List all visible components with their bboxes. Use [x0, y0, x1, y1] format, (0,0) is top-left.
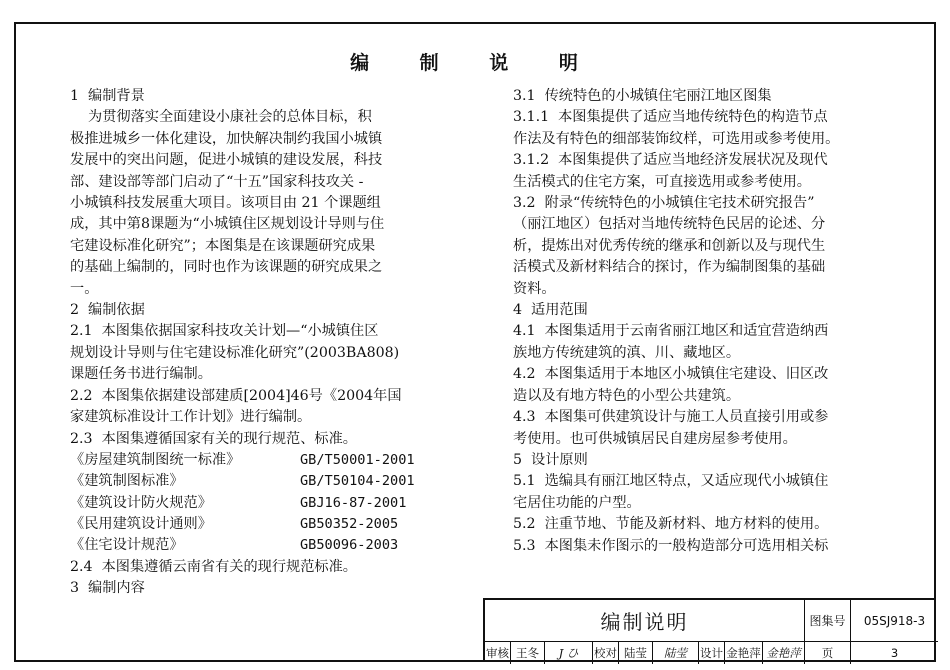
text-line: 发展中的突出问题，促进小城镇的建设发展，科技 — [70, 152, 383, 169]
text-line: 部、建设部等部门启动了“十五”国家科技攻关 - — [70, 173, 364, 190]
standard-name: 《民用建筑设计通则》 — [70, 516, 212, 533]
text-line: 4.1 本图集适用于云南省丽江地区和适宜营造纳西 — [513, 323, 829, 340]
text-line: 为贯彻落实全面建设小康社会的总体目标，积 — [70, 109, 372, 126]
atlas-label: 图集号 — [805, 600, 851, 642]
designer-signature: 金艳萍 — [763, 642, 805, 664]
page-label: 页 — [805, 642, 851, 664]
text-line: 生活模式的住宅方案，可直接选用或参考使用。 — [513, 173, 811, 190]
text-line: 课题任务书进行编制。 — [70, 366, 212, 383]
text-line: 3.1.2 本图集提供了适应当地经济发展状况及现代 — [513, 152, 828, 169]
text-line: 作法及有特色的细部装饰纹样，可选用或参考使用。 — [513, 130, 840, 147]
standard-name: 《建筑设计防火规范》 — [70, 494, 212, 511]
text-line: 2.2 本图集依据建设部建质[2004]46号《2004年国 — [70, 387, 402, 404]
text-line: 析，提炼出对优秀传统的继承和创新以及与现代生 — [513, 237, 826, 254]
review-label: 审核 — [485, 642, 511, 664]
standard-row — [70, 450, 448, 471]
standard-name: 《住宅设计规范》 — [70, 537, 184, 554]
text-line: 2.3 本图集遵循国家有关的现行规范、标准。 — [70, 430, 357, 447]
drawing-name: 编制说明 — [485, 600, 805, 642]
text-line: 宅居住功能的户型。 — [513, 494, 641, 511]
text-line: 2 编制依据 — [70, 302, 145, 319]
reviewer-signature: J ひ — [545, 642, 593, 664]
atlas-number: 05SJ918-3 — [851, 600, 938, 642]
text-line: 成，其中第8课题为“小城镇住区规划设计导则与住 — [70, 216, 385, 233]
right-column — [513, 86, 893, 557]
standard-code: GBJ16-87-2001 — [300, 494, 407, 511]
text-line: 族地方传统建筑的滇、川、藏地区。 — [513, 344, 741, 361]
standard-row — [70, 514, 448, 535]
standard-name: 《建筑制图标准》 — [70, 473, 184, 490]
text-line: 3.1 传统特色的小城镇住宅丽江地区图集 — [513, 88, 772, 104]
text-line: 4.2 本图集适用于本地区小城镇住宅建设、旧区改 — [513, 366, 829, 383]
text-line: 造以及有地方特色的小型公共建筑。 — [513, 387, 741, 404]
text-line: 5 设计原则 — [513, 451, 588, 468]
check-label: 校对 — [593, 642, 619, 664]
text-line: 宅建设标准化研究”；本图集是在该课题研究成果 — [70, 237, 376, 254]
left-column — [70, 86, 448, 600]
design-label: 设计 — [699, 642, 725, 664]
text-line: 5.3 本图集未作图示的一般构造部分可选用相关标 — [513, 537, 829, 554]
designer-name: 金艳萍 — [725, 642, 763, 664]
text-line: 资料。 — [513, 280, 556, 297]
standard-code: GB50352-2005 — [300, 516, 399, 533]
text-line: 1 编制背景 — [70, 88, 145, 104]
standard-code: GB/T50001-2001 — [300, 451, 415, 468]
standard-row — [70, 471, 448, 492]
text-line: 一。 — [70, 280, 99, 297]
standard-code: GB/T50104-2001 — [300, 473, 415, 490]
text-line: 3.1.1 本图集提供了适应当地传统特色的构造节点 — [513, 109, 828, 126]
text-line: 规划设计导则与住宅建设标准化研究”(2003BA808) — [70, 344, 400, 361]
text-line: 活模式及新材料结合的探讨，作为编制图集的基础 — [513, 259, 826, 276]
text-line: 家建筑标准设计工作计划》进行编制。 — [70, 409, 312, 426]
page-title: 编 制 说 明 — [350, 52, 600, 74]
title-block — [483, 598, 936, 662]
standard-name: 《房屋建筑制图统一标准》 — [70, 451, 241, 468]
text-line: 4 适用范围 — [513, 302, 588, 319]
text-line: （丽江地区）包括对当地传统特色民居的论述、分 — [513, 216, 826, 233]
text-line: 3 编制内容 — [70, 580, 145, 597]
text-line: 2.4 本图集遵循云南省有关的现行规范标准。 — [70, 558, 357, 575]
text-line: 小城镇科技发展重大项目。该项目由 21 个课题组 — [70, 195, 381, 212]
text-line: 5.1 选编具有丽江地区特点，又适应现代小城镇住 — [513, 473, 829, 490]
text-line: 2.1 本图集依据国家科技攻关计划—“小城镇住区 — [70, 323, 379, 340]
text-line: 4.3 本图集可供建筑设计与施工人员直接引用或参 — [513, 409, 829, 426]
text-line: 的基础上编制的，同时也作为该课题的研究成果之 — [70, 259, 383, 276]
checker-signature: 陆莹 — [653, 642, 699, 664]
text-line: 极推进城乡一体化建设，加快解决制约我国小城镇 — [70, 130, 383, 147]
text-line: 3.2 附录“传统特色的小城镇住宅技术研究报告” — [513, 195, 815, 212]
standard-code: GB50096-2003 — [300, 537, 399, 554]
reviewer-name: 王冬 — [511, 642, 545, 664]
checker-name: 陆莹 — [619, 642, 653, 664]
text-line: 考使用。也可供城镇居民自建房屋参考使用。 — [513, 430, 797, 447]
page-number: 3 — [890, 646, 899, 660]
standard-row — [70, 493, 448, 514]
text-line: 5.2 注重节地、节能及新材料、地方材料的使用。 — [513, 516, 829, 533]
standard-row — [70, 535, 448, 556]
